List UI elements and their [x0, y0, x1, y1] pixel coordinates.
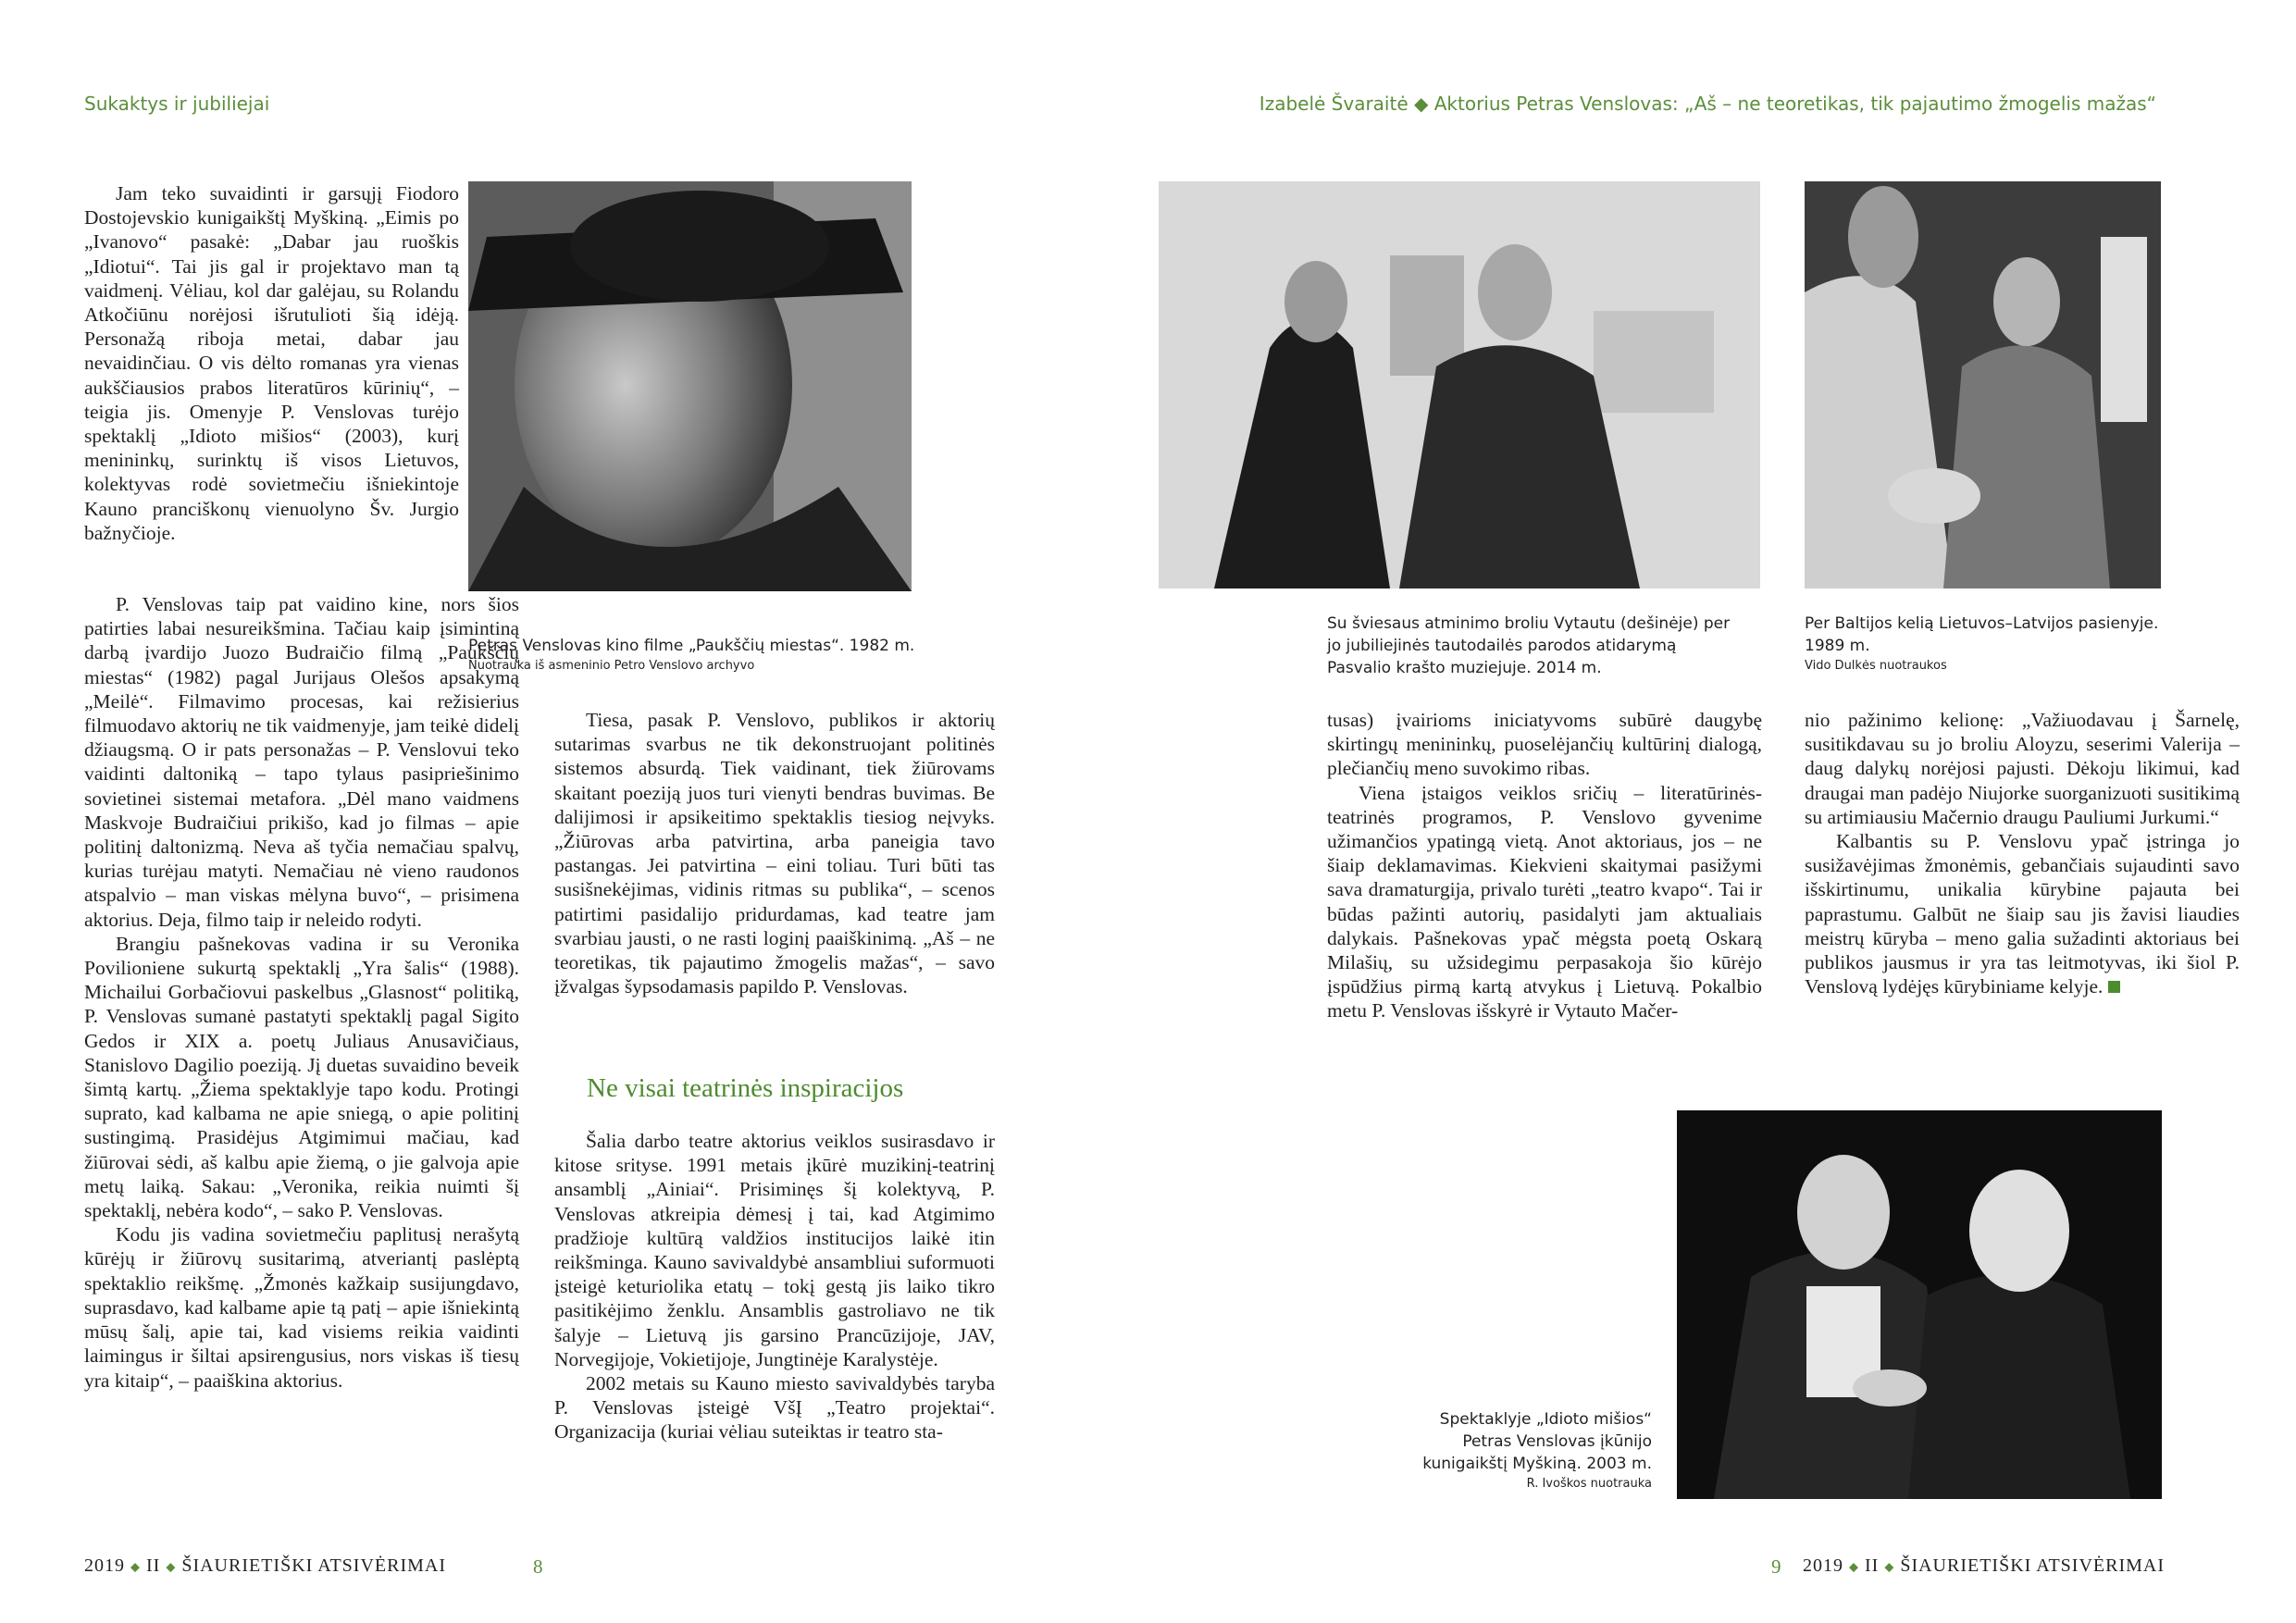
portrait-photo — [468, 181, 912, 591]
paragraph: nio pažinimo kelionę: „Važiuodavau į Šarnelę, susitikdavau su jo broliu Aloyzu, seserimi Valerija – daug dalykų norėjosi pajusti. Dėkoju likimui, kad draugai man padėjo Niujorke suorganizuoti susitikimą su artimiausiu Mačernio draugu Pauliumi Jurkumi.“ — [1805, 709, 2240, 828]
article-column-1 — [84, 592, 519, 1393]
stage-credit: R. Ivoškos nuotrauka — [1526, 1477, 1652, 1491]
brothers-caption: Su šviesaus atminimo broliu Vytautu (dešinėje) per jo jubiliejinės tautodailės parodos atidarymą Pasvalio krašto muziejuje. 2014 m. — [1327, 614, 1731, 677]
paragraph — [1805, 829, 2240, 998]
paragraph: Viena įstaigos veiklos sričių – literatūrinės-teatrinės programos, P. Venslovo gyvenime užimančios ypatingą vietą. Anot aktoriaus, jos – ne šiaip deklamavimas. Kiekvieni skaitymai pasižymi sava dramaturgija, privalo turėti „teatro kvapo“. Tai ir būdas pažinti autorių, pasidalyti jam aktualiais dalykais. Pašnekovas ypač mėgsta poetą Oskarą Milašių, su užsidegimu perpasakoja šio kūrėjo įspūdžius pirmą kartą atvykus į Lietuvą. Pokalbio metu P. Venslovas išskyrė ir Vytauto Mačer- — [1327, 781, 1762, 1022]
footer-left — [84, 1555, 446, 1577]
portrait-credit: Nuotrauka iš asmeninio Petro Venslovo archyvo — [468, 659, 755, 673]
footer-right — [1803, 1555, 2165, 1577]
page-number-right: 9 — [1771, 1555, 1781, 1578]
stage-photo — [1677, 1110, 2162, 1499]
page-number-left: 8 — [533, 1555, 543, 1578]
footer-journal: ŠIAURIETIŠKI ATSIVĖRIMAI — [181, 1555, 446, 1576]
footer-year: 2019 — [1803, 1555, 1843, 1576]
paragraph: Brangiu pašnekovas vadina ir su Veronika Povilioniene sukurtą spektaklį „Yra šalis“ (1988). Michailui Gorbačiovui paskelbus „Glasnost“ politiką, P. Venslovas sumanė pastatyti spektaklį pagal Sigito Gedos ir XIX a. poetų Juliaus Anusavičiaus, Stanislovo Dagilio poeziją. Jį duetas suvaidino beveik šimtą kartų. „Žiema spektaklyje tapo kodu. Protingi suprato, kad kalbama ne apie sniegą, o apie politinį sustingimą. Prasidėjus Atgimimui mačiau, kad žiūrovai sėdi, aš kalbu apie žiemą, o jie galvoja apie metų laiką. Sakau: „Veronika, reikia nuimti šį spektaklį, nebėra kodo“, – sako P. Venslovas. — [84, 932, 519, 1222]
paragraph-text: Kalbantis su P. Venslovu ypač įstringa jo susižavėjimas žmonėmis, gebančiais sujaudinti savo išskirtinumu, unikalia kūrybine pajauta bei paprastumu. Galbūt ne šiaip sau jis žavisi liaudies meistrų kūryba – meno galia sužadinti aktoriaus bei publikos jausmus ir yra tas leitmotyvas, iki šiol P. Venslovą lydėjęs kūrybiniame kelyje. — [1805, 830, 2240, 998]
running-header-right: Izabelė Švaraitė ◆ Aktorius Petras Venslovas: „Aš – ne teoretikas, tik pajautimo žmogelis mažas“ — [1259, 93, 2156, 115]
baltic-credit: Vido Dulkės nuotraukos — [1805, 659, 1947, 673]
article-column-3 — [1327, 708, 1762, 1023]
baltic-caption — [1805, 613, 2193, 675]
footer-journal: ŠIAURIETIŠKI ATSIVĖRIMAI — [1900, 1555, 2165, 1576]
article-column-1-top — [84, 181, 459, 545]
paragraph: Šalia darbo teatre aktorius veiklos susirasdavo ir kitose srityse. 1991 metais įkūrė muzikinį-teatrinį ansamblį „Ainiai“. Prisiminęs šį kolektyvą, P. Venslovas atkreipia dėmesį į tai, kad Atgimimo pradžioje kultūrą valdžios institucijos laikė itin reikšminga. Kauno savivaldybė ansambliui suformuoti įsteigė keturiolika etatų – tokį gestą jis laiko tikro pasitikėjimo ženklu. Ansamblis gastroliavo ne tik šalyje – Lietuvą jis garsino Prancūzijoje, JAV, Norvegijoje, Vokietijoje, Jungtinėje Karalystėje. — [554, 1130, 995, 1370]
diamond-icon: ◆ — [130, 1559, 141, 1574]
portrait-caption-text: Petras Venslovas kino filme „Paukščių miestas“. 1982 m. — [468, 637, 915, 655]
brothers-photo — [1159, 181, 1760, 588]
stage-caption-text: Spektaklyje „Idioto mišios“ Petras Venslovas įkūnijo kunigaikštį Myškiną. 2003 m. — [1422, 1410, 1652, 1473]
article-column-4 — [1805, 708, 2240, 998]
paragraph: Kodu jis vadina sovietmečiu paplitusį nerašytą kūrėjų ir žiūrovų susitarimą, atveriantį paslėptą spektaklio reikšmę. „Žmonės kažkaip susijungdavo, suprasdavo, kad kalbame apie tą patį – apie išniekintą mūsų šalį, apie tai, kad visiems reikia vaidinti laimingus ir šiltai apsirengusius, nors viskas iš tiesų yra kitaip“, – paaiškina aktorius. — [84, 1223, 519, 1392]
footer-issue: II — [146, 1555, 161, 1576]
diamond-icon: ◆ — [1884, 1559, 1895, 1574]
diamond-icon: ◆ — [166, 1559, 177, 1574]
article-column-2 — [554, 708, 995, 998]
footer-year: 2019 — [84, 1555, 125, 1576]
stage-caption — [1397, 1408, 1652, 1493]
running-header-left: Sukaktys ir jubiliejai — [84, 93, 270, 115]
portrait-caption — [468, 635, 987, 675]
subheading: Ne visai teatrinės inspiracijos — [587, 1073, 904, 1103]
paragraph: Tiesa, pasak P. Venslovo, publikos ir aktorių sutarimas svarbus ne tik dekonstruojant politinės sistemos absurdą. Tiek vaidinant, tiek žiūrovams skaitant poeziją juos turi vienyti bendras buvimas. Be dalijimosi ir apsikeitimo spektaklis tiesiog neįvyks. „Žiūrovas arba patvirtina, arba paneigia tavo pastangas. Jei patvirtina – eini toliau. Turi būti tas susišnekėjimas, vidinis ritmas su publika“, – scenos patirtimi pasidalijo pridurdamas, kad teatre jam svarbiau jausti, o ne rasti loginį paaiškinimą. „Aš – ne teoretikas, tik pajautimo žmogelis mažas“, – savo įžvalgas šypsodamasis papildo P. Venslovas. — [554, 709, 995, 998]
baltic-caption-text: Per Baltijos kelią Lietuvos–Latvijos pasienyje. 1989 m. — [1805, 614, 2159, 655]
paragraph: Jam teko suvaidinti ir garsųjį Fiodoro Dostojevskio kunigaikštį Myškiną. „Eimis po „Ivanovo“ pasakė: „Dabar jau ruoškis „Idiotui“. Tai jis gal ir projektavo man tą vaidmenį. Vėliau, kol dar galėjau, su Rolandu Atkočiūnu norėjosi išrutulioti šią idėją. Personažą riboja metai, dabar jau nevaidinčiau. O vis dėlto romanas yra vienas aukščiausios prabos literatūros kūrinių“, – teigia jis. Omenyje P. Venslovas turėjo spektaklį „Idioto mišios“ (2003), kurį menininkų, surinktų iš visos Lietuvos, kolektyvas rodė sovietmečiu išniekintoje Kauno pranciškonų vienuolyno Šv. Jurgio bažnyčioje. — [84, 182, 459, 544]
paragraph: 2002 metais su Kauno miesto savivaldybės taryba P. Venslovas įsteigė VšĮ „Teatro projektai“. Organizacija (kuriai vėliau suteiktas ir teatro sta- — [554, 1372, 995, 1443]
article-column-2b — [554, 1129, 995, 1444]
baltic-way-photo — [1805, 181, 2161, 588]
paragraph: P. Venslovas taip pat vaidino kine, nors šios patirties labai nesureikšmina. Tačiau kaip įsimintiną darbą įvardijo Juozo Budraičio filmą „Paukščių miestas“ (1982) pagal Jurijaus Olešos apsakymą „Meilė“. Filmavimo procesas, kai režisierius filmuodavo aktorių ne tik vaidmenyje, jam teikė didelį džiaugsmą. O ir pats personažas – P. Venslovui teko vaidinti daltoniką – tapo tylaus pasipriešinimo sovietinei sistemai metafora. „Dėl mano vaidmens Maskvoje Budraičiui prikišo, kad jo filmas – apie politinį daltonizmą. Neva aš tyčia nemačiau spalvų, kurias turėjau matyti. Nemačiau nė vieno raudonos atspalvio – man viskas mėlyna buvo“, – prisimena aktorius. Deja, filmo taip ir neleido rodyti. — [84, 593, 519, 931]
end-of-article-icon — [2108, 981, 2120, 993]
diamond-icon: ◆ — [1849, 1559, 1859, 1574]
footer-issue: II — [1865, 1555, 1880, 1576]
paragraph: tusas) įvairioms iniciatyvoms subūrė daugybę skirtingų menininkų, puoselėjančių kultūrinį dialogą, plečiančių meno suvokimo ribas. — [1327, 709, 1762, 780]
